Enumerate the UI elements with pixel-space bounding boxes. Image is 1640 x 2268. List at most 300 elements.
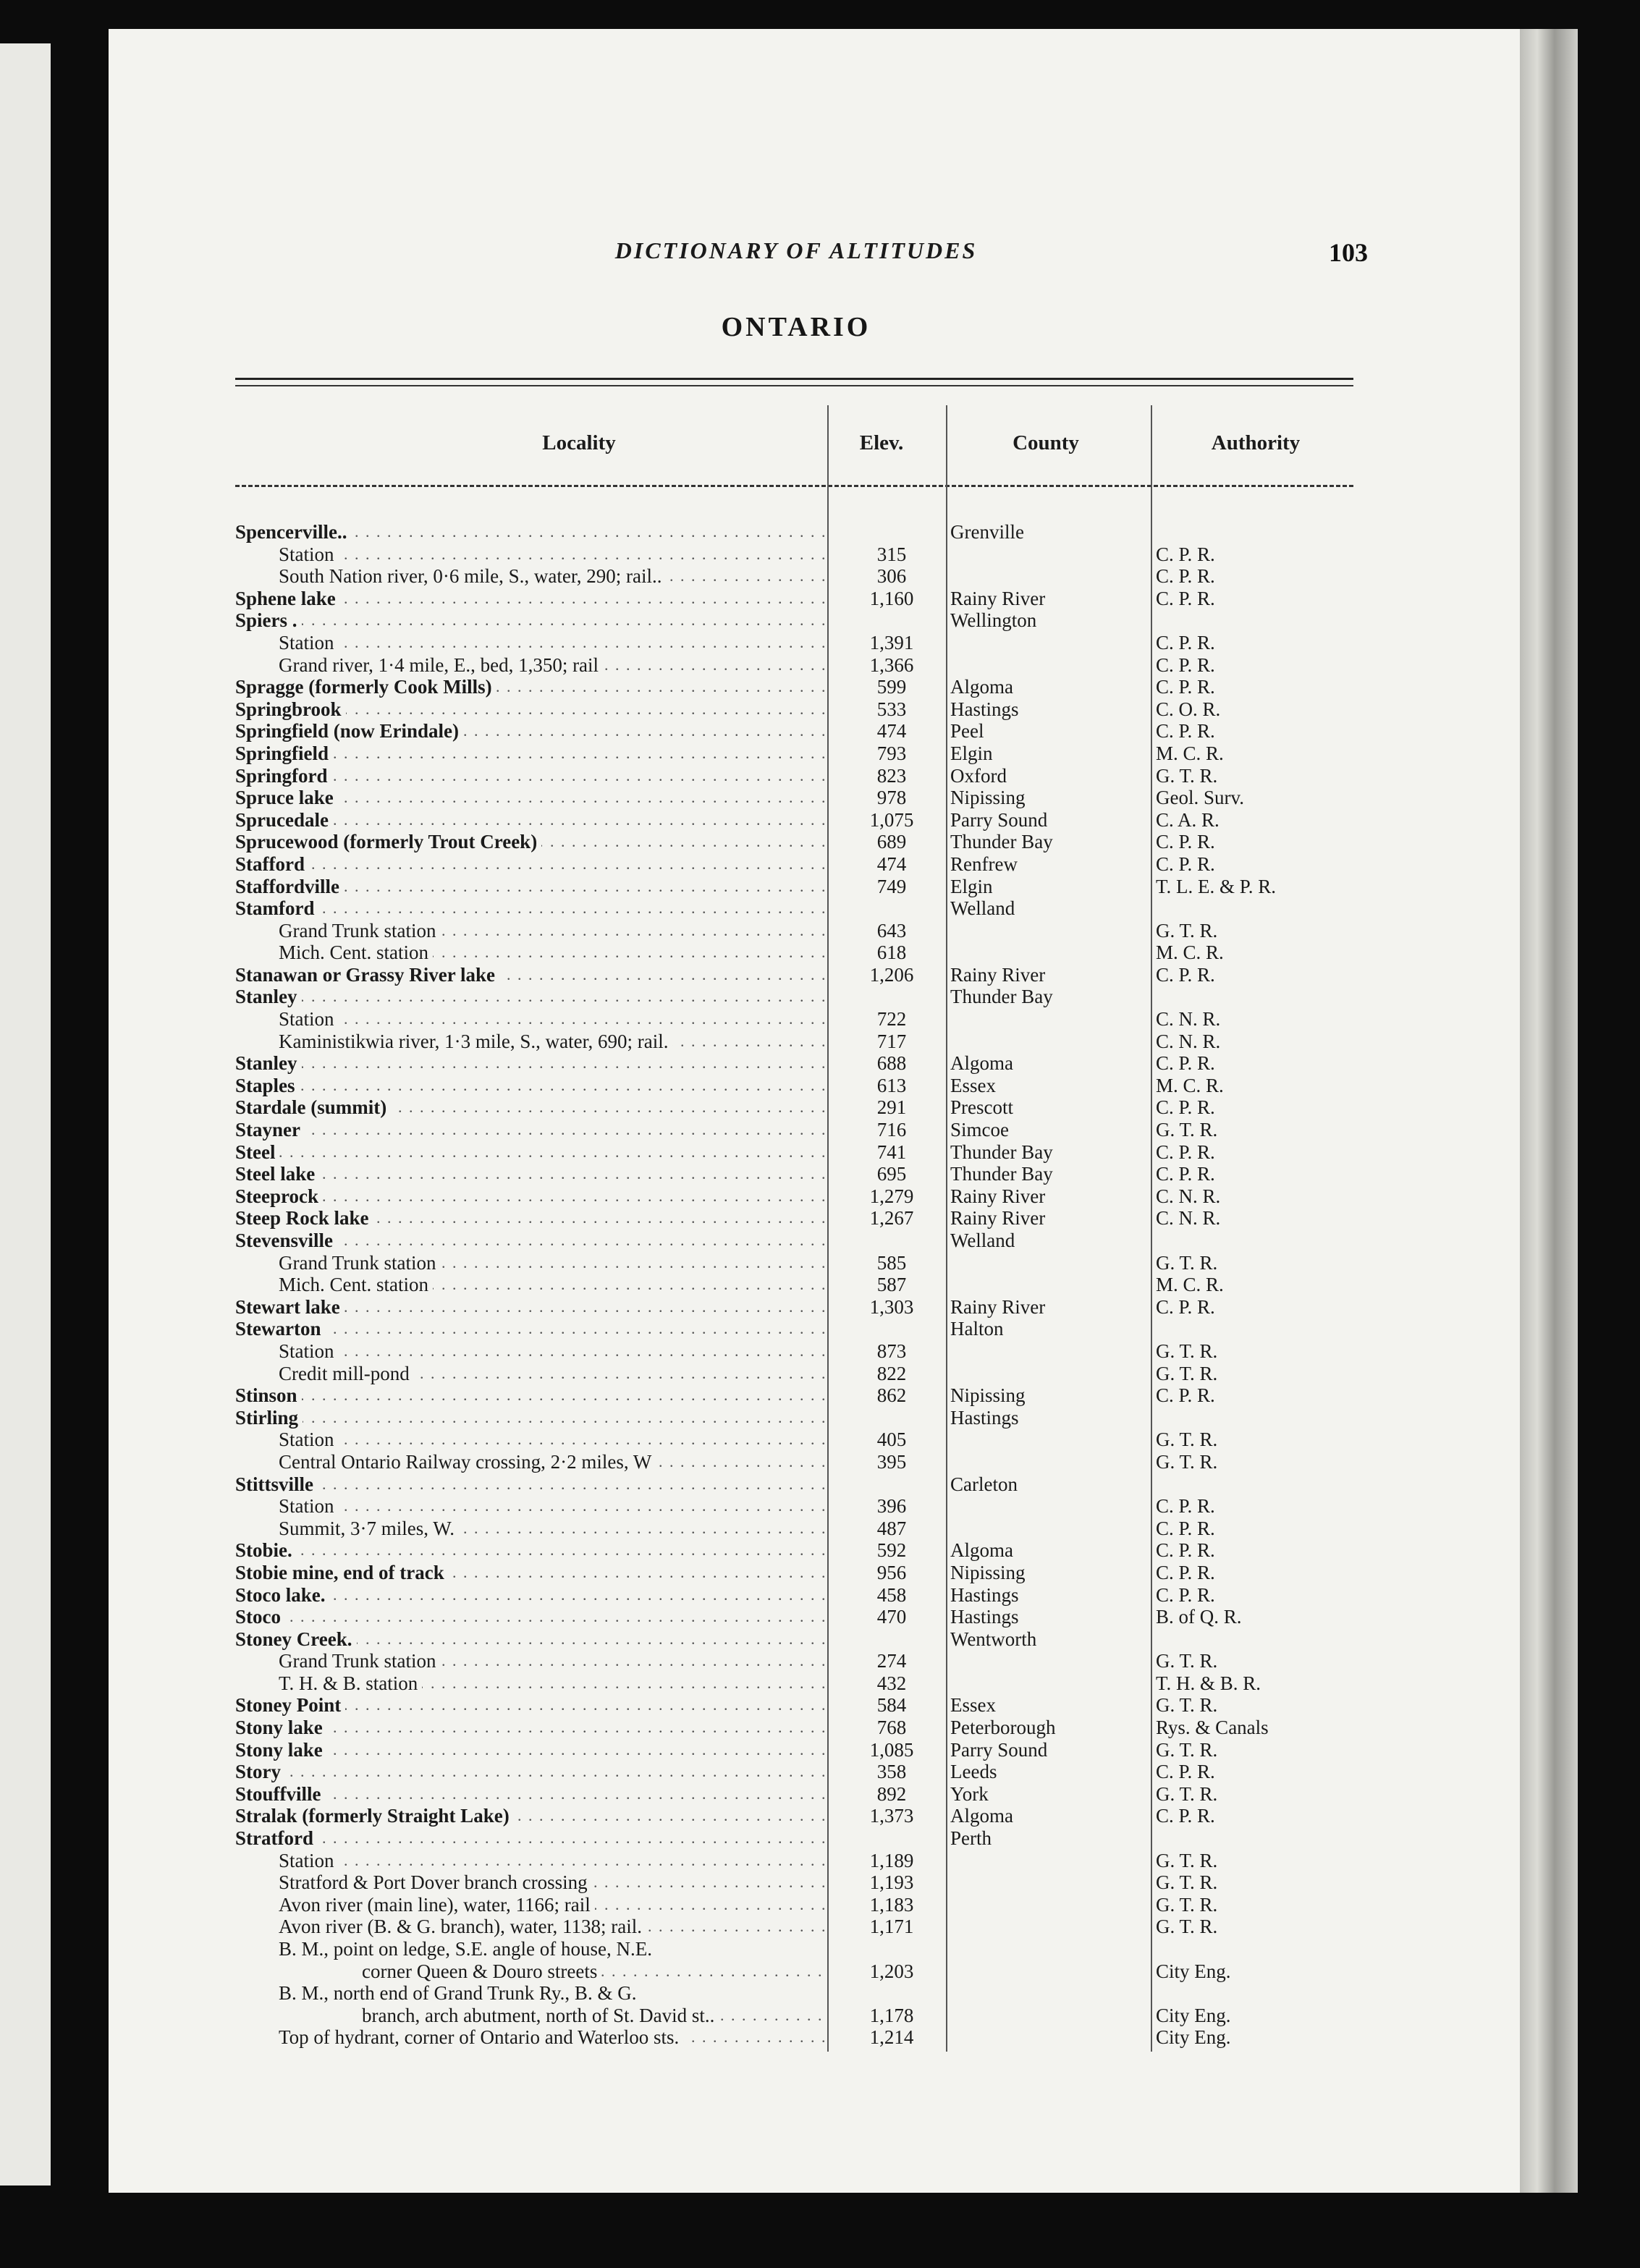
elevation-cell: 1,366 bbox=[869, 653, 914, 676]
elevation-cell: 405 bbox=[876, 1429, 907, 1451]
locality-text: B. M., point on ledge, S.E. angle of house, N.E. bbox=[279, 1938, 656, 1960]
locality-text: Top of hydrant, corner of Ontario and Waterloo sts. bbox=[279, 2026, 683, 2048]
locality-text: Staffordville bbox=[235, 876, 344, 897]
table-row bbox=[235, 1340, 1364, 1363]
locality-text: Sprucewood (formerly Trout Creek) bbox=[235, 831, 541, 852]
table-row bbox=[235, 1672, 1364, 1695]
locality-cell bbox=[235, 1207, 825, 1229]
county-cell: Elgin bbox=[950, 875, 993, 897]
county-cell: Nipissing bbox=[950, 1561, 1026, 1583]
locality-text: Station bbox=[279, 632, 339, 653]
authority-cell: C. P. R. bbox=[1156, 1561, 1215, 1583]
locality-text: Station bbox=[279, 1008, 339, 1030]
elevation-cell: 1,373 bbox=[869, 1805, 914, 1827]
elevation-cell: 274 bbox=[876, 1650, 907, 1672]
locality-cell bbox=[279, 543, 825, 565]
table-row bbox=[235, 787, 1364, 809]
locality-cell bbox=[279, 1252, 825, 1274]
locality-cell bbox=[362, 1960, 825, 1982]
table-row bbox=[235, 853, 1364, 876]
authority-cell: C. P. R. bbox=[1156, 1384, 1215, 1407]
locality-text: Springbrook bbox=[235, 698, 346, 720]
county-cell: Peterborough bbox=[950, 1717, 1056, 1739]
elevation-cell: 1,193 bbox=[869, 1871, 914, 1894]
elevation-cell: 584 bbox=[876, 1694, 907, 1717]
locality-text: Stouffville bbox=[235, 1783, 326, 1805]
county-cell: Thunder Bay bbox=[950, 1141, 1053, 1163]
table-row bbox=[235, 698, 1364, 721]
locality-text: Avon river (B. & G. branch), water, 1138; rail. bbox=[279, 1916, 646, 1937]
authority-cell: C. P. R. bbox=[1156, 720, 1215, 742]
locality-text: Stanley bbox=[235, 986, 302, 1007]
locality-cell bbox=[279, 1894, 825, 1916]
table-row bbox=[235, 676, 1364, 698]
table-row bbox=[235, 809, 1364, 832]
county-cell: Nipissing bbox=[950, 787, 1026, 809]
table-row bbox=[235, 1761, 1364, 1783]
elevation-cell: 592 bbox=[876, 1539, 907, 1562]
elevation-cell: 1,391 bbox=[869, 631, 914, 653]
table-row bbox=[235, 920, 1364, 942]
county-cell: Halton bbox=[950, 1318, 1004, 1340]
locality-cell bbox=[235, 1827, 825, 1849]
elevation-cell: 1,279 bbox=[869, 1185, 914, 1207]
authority-cell: T. H. & B. R. bbox=[1156, 1672, 1261, 1694]
table-row bbox=[235, 1916, 1364, 1938]
table-row bbox=[235, 1384, 1364, 1407]
elevation-cell: 1,171 bbox=[869, 1916, 914, 1938]
column-header-authority: Authority bbox=[1211, 431, 1301, 454]
authority-cell: City Eng. bbox=[1156, 2026, 1231, 2049]
table-row bbox=[235, 1518, 1364, 1540]
elevation-cell: 613 bbox=[876, 1074, 907, 1096]
locality-cell bbox=[279, 654, 825, 676]
locality-text: Stoney Point bbox=[235, 1694, 345, 1716]
elevation-cell: 1,085 bbox=[869, 1738, 914, 1761]
elevation-cell: 749 bbox=[876, 875, 907, 897]
county-cell: Leeds bbox=[950, 1761, 997, 1783]
locality-text: Stittsville bbox=[235, 1473, 318, 1495]
locality-text: Stamford bbox=[235, 897, 319, 919]
elevation-cell: 470 bbox=[876, 1606, 907, 1628]
county-cell: Hastings bbox=[950, 1406, 1019, 1429]
county-cell: Rainy River bbox=[950, 587, 1046, 609]
authority-cell: M. C. R. bbox=[1156, 742, 1224, 764]
county-cell: Wellington bbox=[950, 609, 1037, 632]
elevation-cell: 587 bbox=[876, 1274, 907, 1296]
locality-text: Station bbox=[279, 1429, 339, 1450]
table-row bbox=[235, 609, 1364, 632]
column-header-elev: Elev. bbox=[859, 431, 904, 454]
authority-cell: C. P. R. bbox=[1156, 1761, 1215, 1783]
table-row bbox=[235, 1473, 1364, 1496]
authority-cell: M. C. R. bbox=[1156, 942, 1224, 964]
elevation-cell: 618 bbox=[876, 942, 907, 964]
table-row bbox=[235, 1960, 1364, 1983]
county-cell: Elgin bbox=[950, 742, 993, 764]
county-cell: Renfrew bbox=[950, 852, 1018, 875]
table-row bbox=[235, 1584, 1364, 1607]
elevation-cell: 688 bbox=[876, 1052, 907, 1075]
locality-cell bbox=[235, 876, 825, 897]
county-cell: Parry Sound bbox=[950, 1738, 1048, 1761]
locality-text: Sphene lake bbox=[235, 588, 340, 609]
locality-text: Stoco lake. bbox=[235, 1584, 330, 1606]
locality-cell bbox=[235, 720, 825, 742]
table-row bbox=[235, 1363, 1364, 1385]
elevation-cell: 823 bbox=[876, 764, 907, 787]
locality-text: Stobie mine, end of track bbox=[235, 1562, 449, 1583]
locality-cell bbox=[279, 1495, 825, 1517]
table-row bbox=[235, 1230, 1364, 1252]
locality-cell bbox=[235, 1185, 825, 1207]
elevation-cell: 1,178 bbox=[869, 2004, 914, 2026]
elevation-cell: 395 bbox=[876, 1450, 907, 1473]
locality-cell bbox=[279, 565, 825, 587]
elevation-cell: 474 bbox=[876, 720, 907, 742]
locality-text: Stoco bbox=[235, 1606, 285, 1628]
locality-cell bbox=[235, 1739, 825, 1761]
locality-text: Mich. Cent. station bbox=[279, 1274, 433, 1295]
elevation-cell: 358 bbox=[876, 1761, 907, 1783]
county-cell: Thunder Bay bbox=[950, 831, 1053, 853]
elevation-cell: 695 bbox=[876, 1163, 907, 1185]
table-row bbox=[235, 1052, 1364, 1075]
locality-text: Steep Rock lake bbox=[235, 1207, 373, 1229]
elevation-cell: 1,214 bbox=[869, 2026, 914, 2049]
locality-text: Mich. Cent. station bbox=[279, 942, 433, 963]
locality-cell bbox=[235, 1783, 825, 1805]
table-row bbox=[235, 1163, 1364, 1185]
authority-cell: C. P. R. bbox=[1156, 1517, 1215, 1539]
authority-cell: G. T. R. bbox=[1156, 1362, 1218, 1384]
table-row bbox=[235, 742, 1364, 765]
locality-cell bbox=[235, 698, 825, 720]
locality-cell bbox=[279, 1429, 825, 1450]
county-cell: Rainy River bbox=[950, 963, 1046, 986]
authority-cell: C. N. R. bbox=[1156, 1008, 1221, 1031]
locality-cell bbox=[235, 588, 825, 609]
table-row bbox=[235, 2005, 1364, 2027]
authority-cell: C. O. R. bbox=[1156, 698, 1221, 720]
locality-cell bbox=[279, 1363, 825, 1384]
locality-text: B. M., north end of Grand Trunk Ry., B. & G. bbox=[279, 1982, 641, 2004]
county-cell: Oxford bbox=[950, 764, 1007, 787]
locality-cell bbox=[279, 1938, 825, 1960]
locality-cell bbox=[235, 1318, 825, 1340]
column-header-rule bbox=[235, 485, 1353, 487]
page-stack-edge bbox=[1520, 29, 1578, 2193]
authority-cell: C. P. R. bbox=[1156, 565, 1215, 588]
locality-cell bbox=[235, 809, 825, 831]
locality-cell bbox=[235, 1052, 825, 1074]
locality-cell bbox=[279, 920, 825, 942]
table-row bbox=[235, 1982, 1364, 2005]
locality-cell bbox=[279, 1451, 825, 1473]
table-row bbox=[235, 588, 1364, 610]
table-row bbox=[235, 632, 1364, 654]
table-row bbox=[235, 1031, 1364, 1053]
elevation-cell: 768 bbox=[876, 1717, 907, 1739]
locality-cell bbox=[235, 1407, 825, 1429]
county-cell: Simcoe bbox=[950, 1119, 1009, 1141]
county-cell: Hastings bbox=[950, 1583, 1019, 1606]
locality-text: Springford bbox=[235, 765, 332, 787]
county-cell: Welland bbox=[950, 1230, 1015, 1251]
locality-text: Stirling bbox=[235, 1407, 303, 1429]
elevation-cell: 822 bbox=[876, 1362, 907, 1384]
locality-text: Spruce lake bbox=[235, 787, 338, 808]
table-row bbox=[235, 897, 1364, 920]
authority-cell: C. P. R. bbox=[1156, 963, 1215, 986]
elevation-cell: 1,189 bbox=[869, 1849, 914, 1871]
county-cell: Nipissing bbox=[950, 1384, 1026, 1407]
locality-cell bbox=[235, 1584, 825, 1606]
locality-text: Credit mill-pond bbox=[279, 1363, 414, 1384]
locality-text: Staples bbox=[235, 1075, 300, 1096]
locality-cell bbox=[279, 2026, 825, 2048]
elevation-cell: 1,075 bbox=[869, 808, 914, 831]
county-cell: Peel bbox=[950, 720, 984, 742]
locality-text: Steel bbox=[235, 1141, 279, 1163]
locality-cell bbox=[235, 1539, 825, 1561]
authority-cell: T. L. E. & P. R. bbox=[1156, 875, 1277, 897]
table-row bbox=[235, 831, 1364, 853]
authority-cell: City Eng. bbox=[1156, 1960, 1231, 1982]
locality-text: Spiers . bbox=[235, 609, 302, 631]
table-row bbox=[235, 964, 1364, 986]
locality-cell bbox=[235, 986, 825, 1007]
locality-cell bbox=[235, 1230, 825, 1251]
county-cell: Hastings bbox=[950, 698, 1019, 720]
locality-text: Grand Trunk station bbox=[279, 1252, 441, 1274]
county-cell: Algoma bbox=[950, 1805, 1013, 1827]
county-cell: York bbox=[950, 1782, 989, 1805]
locality-cell bbox=[235, 787, 825, 808]
elevation-cell: 716 bbox=[876, 1119, 907, 1141]
table-row bbox=[235, 1318, 1364, 1340]
locality-cell bbox=[235, 1075, 825, 1096]
table-row bbox=[235, 1008, 1364, 1031]
table-row bbox=[235, 1850, 1364, 1872]
locality-text: Station bbox=[279, 1850, 339, 1871]
locality-cell bbox=[235, 1562, 825, 1583]
locality-text: Spragge (formerly Cook Mills) bbox=[235, 676, 496, 698]
table-row bbox=[235, 1495, 1364, 1518]
elevation-cell: 873 bbox=[876, 1340, 907, 1362]
facing-page-edge bbox=[0, 43, 51, 2186]
authority-cell: C. P. R. bbox=[1156, 1495, 1215, 1518]
table-row bbox=[235, 1252, 1364, 1274]
authority-cell: M. C. R. bbox=[1156, 1274, 1224, 1296]
table-row bbox=[235, 1096, 1364, 1119]
authority-cell: C. N. R. bbox=[1156, 1185, 1221, 1207]
locality-text: Stanawan or Grassy River lake bbox=[235, 964, 499, 986]
locality-text: Grand river, 1·4 mile, E., bed, 1,350; rail bbox=[279, 654, 603, 676]
authority-cell: C. P. R. bbox=[1156, 1295, 1215, 1318]
table-row bbox=[235, 1451, 1364, 1473]
authority-cell: C. P. R. bbox=[1156, 1539, 1215, 1562]
locality-text: Avon river (main line), water, 1166; rail bbox=[279, 1894, 595, 1916]
elevation-cell: 487 bbox=[876, 1517, 907, 1539]
locality-cell bbox=[279, 1031, 825, 1052]
elevation-cell: 1,160 bbox=[869, 587, 914, 609]
locality-cell bbox=[235, 765, 825, 787]
table-row bbox=[235, 543, 1364, 566]
authority-cell: C. P. R. bbox=[1156, 831, 1215, 853]
running-title: DICTIONARY OF ALTITUDES bbox=[614, 237, 978, 263]
authority-cell: Geol. Surv. bbox=[1156, 787, 1244, 809]
locality-cell bbox=[235, 676, 825, 698]
locality-text: Stewart lake bbox=[235, 1296, 345, 1318]
elevation-cell: 1,183 bbox=[869, 1893, 914, 1916]
county-cell: Algoma bbox=[950, 1052, 1013, 1075]
table-row bbox=[235, 1783, 1364, 1806]
table-row bbox=[235, 565, 1364, 588]
county-cell: Algoma bbox=[950, 676, 1013, 698]
elevation-cell: 956 bbox=[876, 1561, 907, 1583]
locality-text: Stevensville bbox=[235, 1230, 337, 1251]
elevation-cell: 396 bbox=[876, 1495, 907, 1518]
elevation-cell: 458 bbox=[876, 1583, 907, 1606]
county-cell: Rainy River bbox=[950, 1185, 1046, 1207]
table-row bbox=[235, 1717, 1364, 1739]
locality-cell bbox=[235, 853, 825, 875]
elevation-cell: 643 bbox=[876, 919, 907, 942]
locality-text: Steeprock bbox=[235, 1185, 323, 1207]
table-row bbox=[235, 1650, 1364, 1672]
authority-cell: G. T. R. bbox=[1156, 1849, 1218, 1871]
elevation-cell: 315 bbox=[876, 543, 907, 565]
locality-text: Stobie. bbox=[235, 1539, 297, 1561]
locality-cell bbox=[235, 1606, 825, 1628]
locality-cell bbox=[235, 609, 825, 631]
locality-cell bbox=[279, 1672, 825, 1694]
authority-cell: G. T. R. bbox=[1156, 1340, 1218, 1362]
locality-text: T. H. & B. station bbox=[279, 1672, 422, 1694]
locality-text: Stayner bbox=[235, 1119, 305, 1141]
altitude-table bbox=[235, 521, 1364, 2049]
authority-cell: M. C. R. bbox=[1156, 1074, 1224, 1096]
locality-text: Stony lake bbox=[235, 1717, 327, 1738]
table-row bbox=[235, 1606, 1364, 1628]
authority-cell: C. P. R. bbox=[1156, 1096, 1215, 1119]
elevation-cell: 862 bbox=[876, 1384, 907, 1407]
locality-cell bbox=[279, 1340, 825, 1362]
authority-cell: G. T. R. bbox=[1156, 1119, 1218, 1141]
locality-cell bbox=[235, 1096, 825, 1118]
table-row bbox=[235, 1407, 1364, 1429]
authority-cell: G. T. R. bbox=[1156, 919, 1218, 942]
locality-text: Grand Trunk station bbox=[279, 1650, 441, 1672]
authority-cell: C. P. R. bbox=[1156, 543, 1215, 565]
table-row bbox=[235, 654, 1364, 677]
locality-text: Stardale (summit) bbox=[235, 1096, 391, 1118]
locality-cell bbox=[235, 1694, 825, 1716]
locality-cell bbox=[235, 1119, 825, 1141]
elevation-cell: 599 bbox=[876, 676, 907, 698]
locality-text: Station bbox=[279, 1495, 339, 1517]
locality-text: corner Queen & Douro streets bbox=[362, 1960, 601, 1982]
county-cell: Hastings bbox=[950, 1606, 1019, 1628]
table-row bbox=[235, 876, 1364, 898]
table-row bbox=[235, 1207, 1364, 1230]
locality-cell bbox=[235, 897, 825, 919]
locality-cell bbox=[362, 2005, 825, 2026]
county-cell: Rainy River bbox=[950, 1295, 1046, 1318]
locality-cell bbox=[235, 521, 825, 543]
table-row bbox=[235, 942, 1364, 964]
authority-cell: G. T. R. bbox=[1156, 1450, 1218, 1473]
locality-text: Stewarton bbox=[235, 1318, 325, 1340]
column-header-locality: Locality bbox=[542, 431, 616, 454]
table-row bbox=[235, 1628, 1364, 1651]
elevation-cell: 1,206 bbox=[869, 963, 914, 986]
locality-cell bbox=[235, 1141, 825, 1163]
table-row bbox=[235, 1805, 1364, 1827]
county-cell: Perth bbox=[950, 1827, 992, 1850]
locality-cell bbox=[279, 1518, 825, 1539]
locality-text: Story bbox=[235, 1761, 285, 1782]
locality-text: Station bbox=[279, 543, 339, 565]
elevation-cell: 585 bbox=[876, 1251, 907, 1274]
locality-text: South Nation river, 0·6 mile, S., water, 290; rail.. bbox=[279, 565, 667, 587]
table-row bbox=[235, 1562, 1364, 1584]
locality-text: Stratford bbox=[235, 1827, 318, 1849]
locality-text: Springfield (now Erindale) bbox=[235, 720, 463, 742]
table-row bbox=[235, 1871, 1364, 1894]
locality-text: branch, arch abutment, north of St. David st.. bbox=[362, 2005, 719, 2026]
table-row bbox=[235, 1141, 1364, 1164]
locality-text: Central Ontario Railway crossing, 2·2 miles, W bbox=[279, 1451, 656, 1473]
authority-cell: C. P. R. bbox=[1156, 1583, 1215, 1606]
authority-cell: G. T. R. bbox=[1156, 764, 1218, 787]
authority-cell: C. P. R. bbox=[1156, 1805, 1215, 1827]
locality-text: Station bbox=[279, 1340, 339, 1362]
authority-cell: C. P. R. bbox=[1156, 852, 1215, 875]
authority-cell: City Eng. bbox=[1156, 2004, 1231, 2026]
table-row bbox=[235, 765, 1364, 787]
locality-text: Summit, 3·7 miles, W. bbox=[279, 1518, 459, 1539]
county-cell: Prescott bbox=[950, 1096, 1013, 1119]
elevation-cell: 432 bbox=[876, 1672, 907, 1694]
elevation-cell: 892 bbox=[876, 1782, 907, 1805]
locality-text: Kaministikwia river, 1·3 mile, S., water, 690; rail. bbox=[279, 1031, 672, 1052]
table-row bbox=[235, 1694, 1364, 1717]
locality-text: Grand Trunk station bbox=[279, 920, 441, 942]
authority-cell: G. T. R. bbox=[1156, 1251, 1218, 1274]
locality-cell bbox=[235, 1761, 825, 1782]
table-row bbox=[235, 1429, 1364, 1451]
table-row bbox=[235, 1274, 1364, 1296]
county-cell: Carleton bbox=[950, 1473, 1018, 1495]
elevation-cell: 741 bbox=[876, 1141, 907, 1163]
table-row bbox=[235, 1119, 1364, 1141]
authority-cell: B. of Q. R. bbox=[1156, 1606, 1242, 1628]
authority-cell: G. T. R. bbox=[1156, 1694, 1218, 1717]
locality-cell bbox=[235, 831, 825, 852]
locality-cell bbox=[235, 1628, 825, 1650]
elevation-cell: 291 bbox=[876, 1096, 907, 1119]
authority-cell: C. P. R. bbox=[1156, 1163, 1215, 1185]
elevation-cell: 978 bbox=[876, 787, 907, 809]
table-row bbox=[235, 1827, 1364, 1850]
locality-cell bbox=[235, 742, 825, 764]
elevation-cell: 306 bbox=[876, 565, 907, 588]
table-row bbox=[235, 521, 1364, 543]
locality-text: Stony lake bbox=[235, 1739, 327, 1761]
locality-cell bbox=[235, 1296, 825, 1318]
